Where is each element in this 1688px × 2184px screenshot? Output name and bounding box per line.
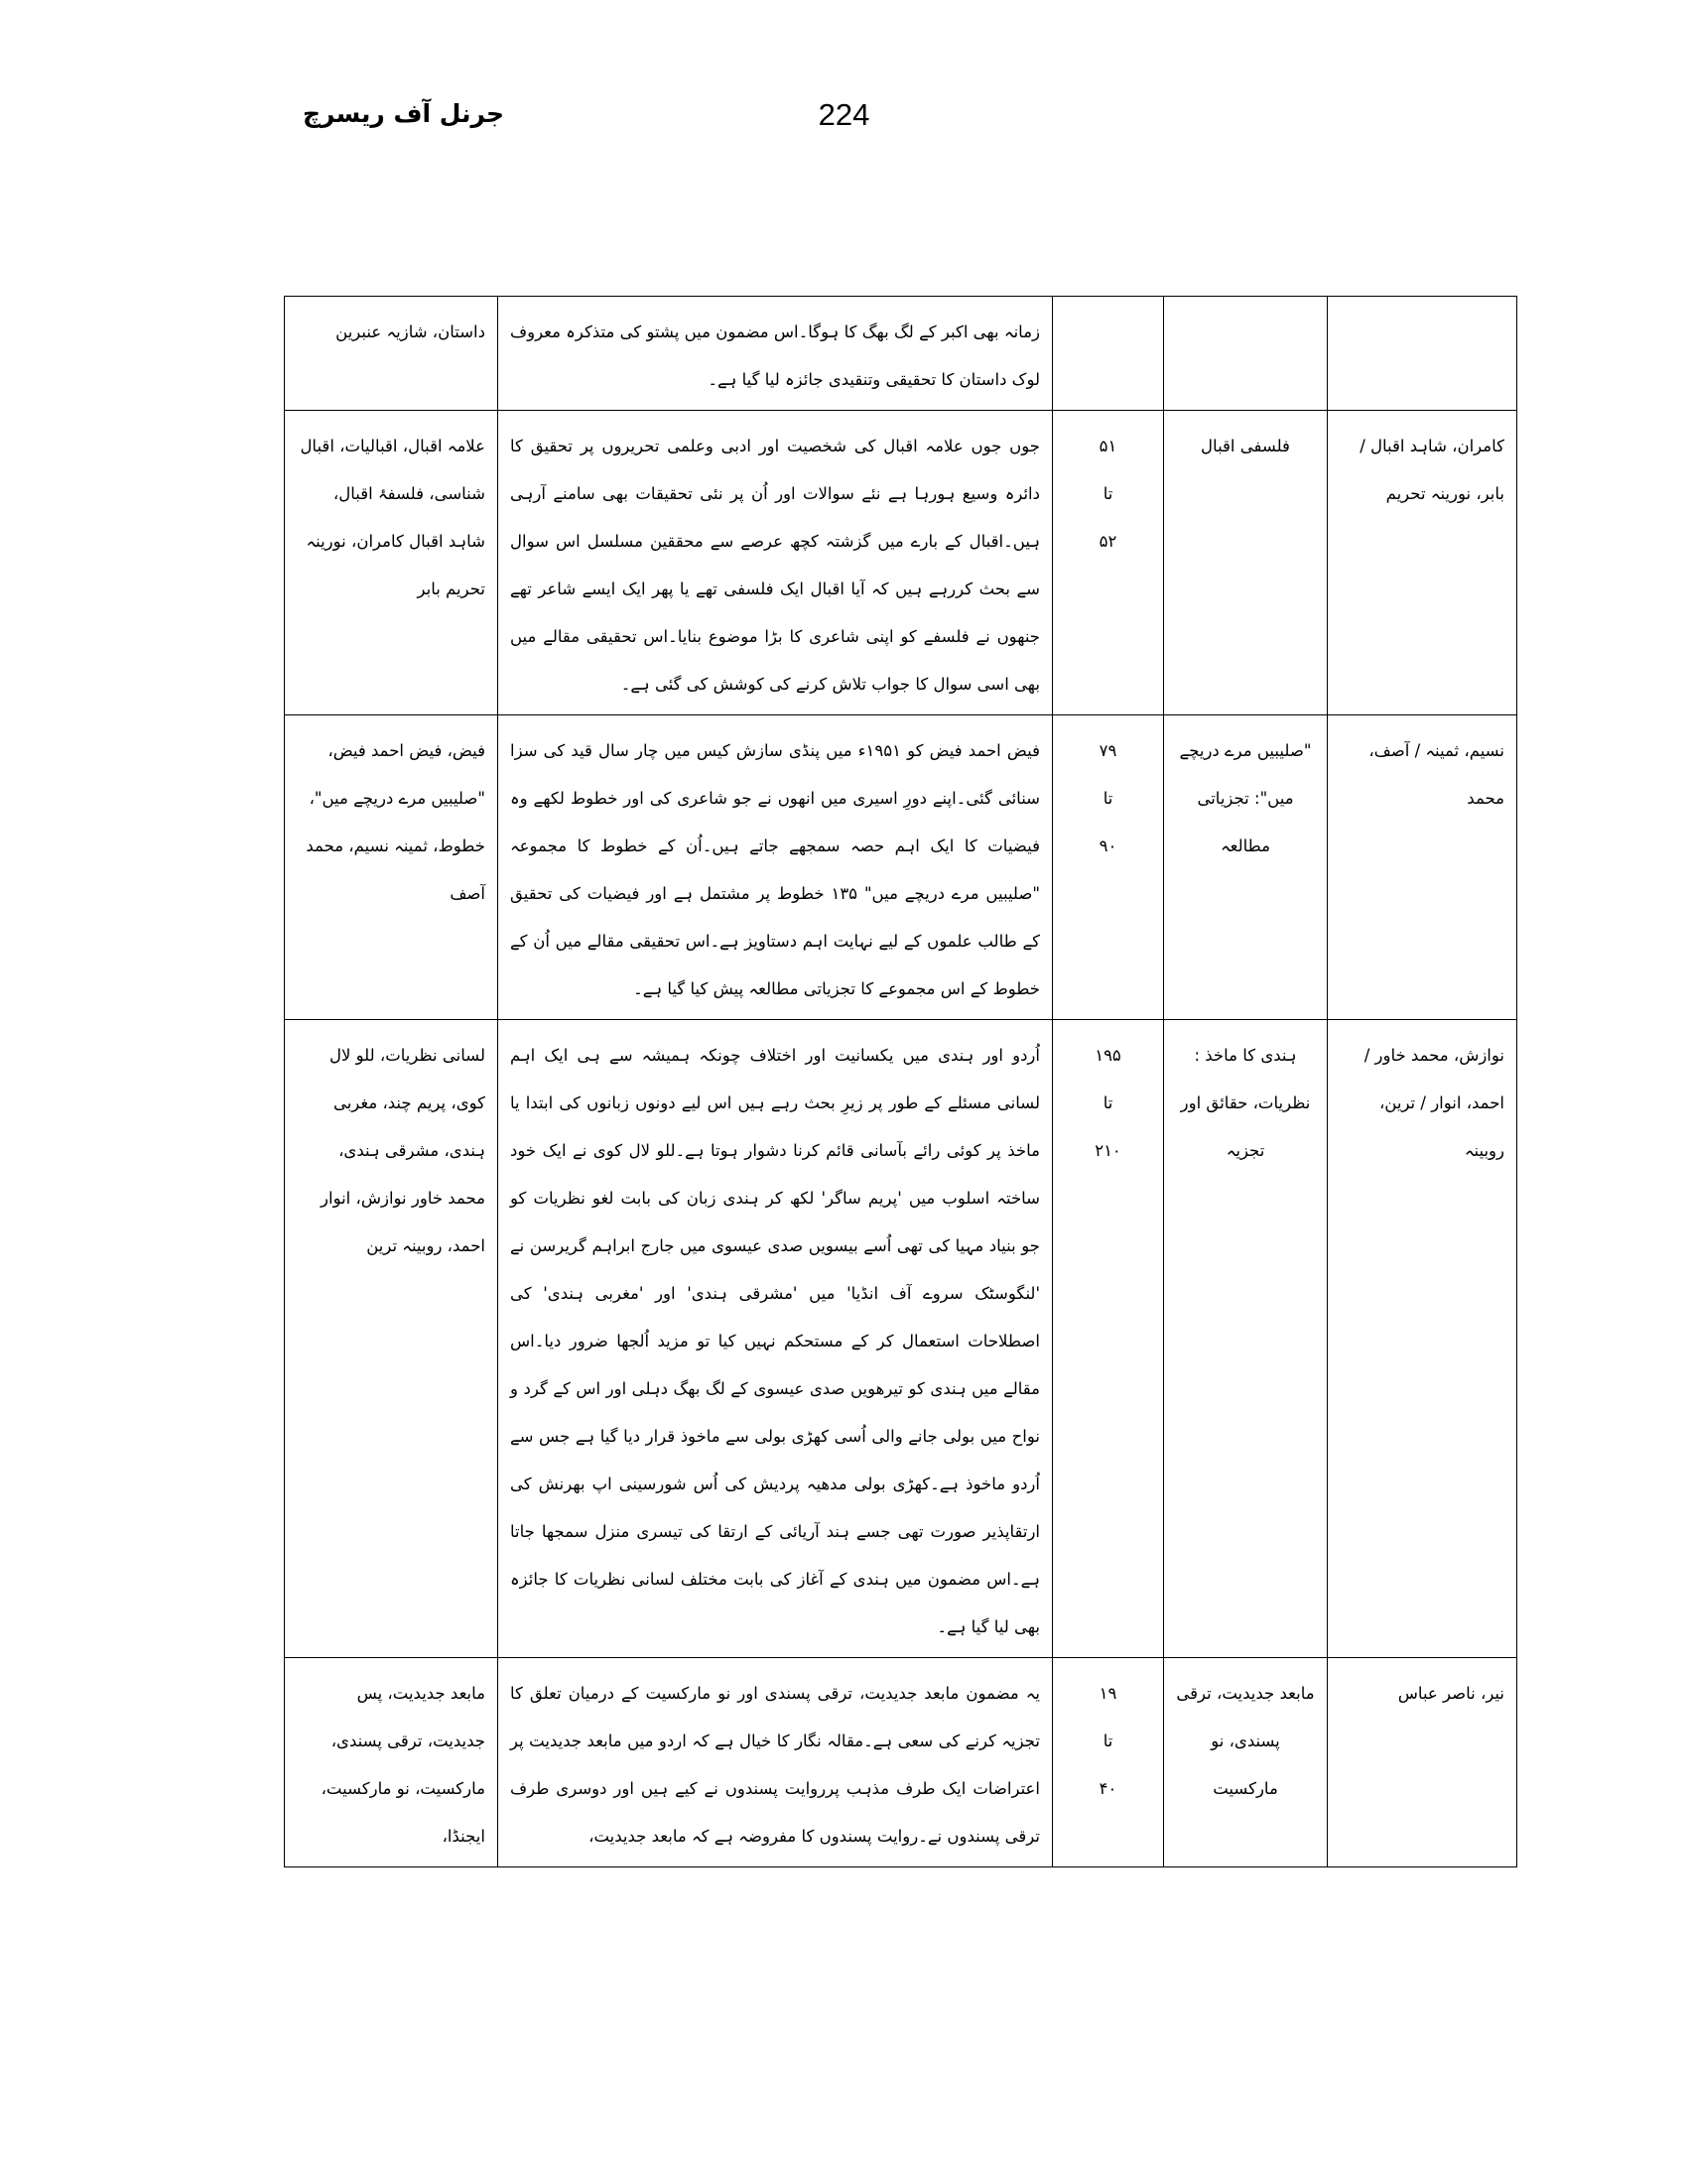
abstract-cell: جوں جوں علامہ اقبال کی شخصیت اور ادبی وعلمی تحریروں پر تحقیق کا دائرہ وسیع ہورہا ہے نئے سوالات اور اُن پر نئی تحقیقات بھی سامنے آرہی ہیں۔اقبال کے بارے میں گزشتہ کچھ عرصے سے محققین مسلسل اس سوال سے بحث کررہے ہیں کہ آیا اقبال ایک فلسفی تھے یا پھر ایک ایسے شاعر تھے جنھوں نے فلسفے کو اپنی شاعری کا بڑا موضوع بنایا۔اس تحقیقی مقالے میں بھی اسی سوال کا جواب تلاش کرنے کی کوشش کی گئی ہے۔ (498, 411, 1053, 715)
authors-cell (1328, 297, 1517, 411)
title-cell (1164, 297, 1328, 411)
pages-cell (1053, 297, 1164, 411)
table-row (285, 715, 1517, 1020)
page-number: 224 (818, 97, 870, 132)
abstract-cell: یہ مضمون مابعد جدیدیت، ترقی پسندی اور نو مارکسیت کے درمیان تعلق کا تجزیہ کرنے کی سعی ہے۔مقالہ نگار کا خیال ہے کہ اردو میں مابعد جدیدیت پر اعتراضات ایک طرف مذہب پرروایت پسندوں نے کیے ہیں اور دوسری طرف ترقی پسندوں نے۔روایت پسندوں کا مفروضہ ہے کہ مابعد جدیدیت، (498, 1658, 1053, 1867)
table-row (285, 1658, 1517, 1867)
page-from: ۷۹ (1099, 741, 1117, 760)
authors-cell: نوازش، محمد خاور / احمد، انوار / ترین، روبینہ (1328, 1020, 1517, 1658)
pages-cell (1053, 1020, 1164, 1658)
abstract-cell: اُردو اور ہندی میں یکسانیت اور اختلاف چونکہ ہمیشہ سے ہی ایک اہم لسانی مسئلے کے طور پر زیرِ بحث رہے ہیں اس لیے دونوں زبانوں کی ابتدا یا ماخذ پر کوئی رائے بآسانی قائم کرنا دشوار ہوتا ہے۔للو لال کوی نے ایک خود ساختہ اسلوب میں 'پریم ساگر' لکھ کر ہندی زبان کی بابت لغو نظریات کو جو بنیاد مہیا کی تھی اُسے بیسویں صدی عیسوی میں جارج ابراہم گریرسن نے 'لنگوسٹک سروے آف انڈیا' میں 'مشرقی ہندی' اور 'مغربی ہندی' کی اصطلاحات استعمال کر کے مستحکم نہیں کیا تو مزید اُلجھا ضرور دیا۔اس مقالے میں ہندی کو تیرھویں صدی عیسوی کے لگ بھگ دہلی اور اس کے گرد و نواح میں بولی جانے والی اُسی کھڑی بولی سے ماخوذ قرار دیا گیا ہے جس سے اُردو ماخوذ ہے۔کھڑی بولی مدھیہ پردیش کی اُس شورسینی اپ بھرنش کی ارتقاپذیر صورت تھی جسے ہند آریائی کے ارتقا کی تیسری منزل سمجھا جاتا ہے۔اس مضمون میں ہندی کے آغاز کی بابت مختلف لسانی نظریات کا جائزہ بھی لیا گیا ہے۔ (498, 1020, 1053, 1658)
title-cell: مابعد جدیدیت، ترقی پسندی، نو مارکسیت (1164, 1658, 1328, 1867)
pages-cell (1053, 411, 1164, 715)
page-from: ۱۹ (1099, 1684, 1117, 1703)
pages-cell (1053, 715, 1164, 1020)
keywords-cell: داستان، شازیہ عنبرین (285, 297, 498, 411)
table-row (285, 1020, 1517, 1658)
page-to-word: تا (1103, 1732, 1113, 1750)
authors-cell: نیر، ناصر عباس (1328, 1658, 1517, 1867)
keywords-cell: فیض، فیض احمد فیض، "صلیبیں مرے دریچے میں"، خطوط، ثمینہ نسیم، محمد آصف (285, 715, 498, 1020)
index-table (284, 296, 1517, 1867)
title-cell: ہندی کا ماخذ : نظریات، حقائق اور تجزیہ (1164, 1020, 1328, 1658)
page-to: ۲۱۰ (1095, 1141, 1121, 1160)
table-row (285, 411, 1517, 715)
page-to: ۹۰ (1099, 836, 1117, 855)
title-cell: "صلیبیں مرے دریچے میں": تجزیاتی مطالعہ (1164, 715, 1328, 1020)
page-from: ۵۱ (1099, 437, 1117, 455)
title-cell: فلسفی اقبال (1164, 411, 1328, 715)
journal-title: جرنل آف ریسرچ (303, 99, 505, 128)
table-row (285, 297, 1517, 411)
keywords-cell: علامہ اقبال، اقبالیات، اقبال شناسی، فلسفۂ اقبال، شاہد اقبال کامران، نورینہ تحریم بابر (285, 411, 498, 715)
page-to-word: تا (1103, 789, 1113, 808)
page-to: ۴۰ (1099, 1779, 1117, 1798)
authors-cell: نسیم، ثمینہ / آصف، محمد (1328, 715, 1517, 1020)
page-to-word: تا (1103, 484, 1113, 503)
pages-cell (1053, 1658, 1164, 1867)
abstract-cell: زمانہ بھی اکبر کے لگ بھگ کا ہوگا۔اس مضمون میں پشتو کی متذکرہ معروف لوک داستان کا تحقیقی وتنقیدی جائزہ لیا گیا ہے۔ (498, 297, 1053, 411)
page-to: ۵۲ (1099, 532, 1117, 551)
authors-cell: کامران، شاہد اقبال /بابر، نورینہ تحریم (1328, 411, 1517, 715)
keywords-cell: لسانی نظریات، للو لال کوی، پریم چند، مغربی ہندی، مشرقی ہندی، محمد خاور نوازش، انوار احمد، روبینہ ترین (285, 1020, 498, 1658)
page-to-word: تا (1103, 1093, 1113, 1112)
page-from: ۱۹۵ (1095, 1046, 1121, 1065)
abstract-cell: فیض احمد فیض کو ۱۹۵۱ء میں پنڈی سازش کیس میں چار سال قید کی سزا سنائی گئی۔اپنے دورِ اسیری میں انھوں نے جو شاعری کی اور خطوط لکھے وہ فیضیات کا ایک اہم حصہ سمجھے جاتے ہیں۔اُن کے خطوط کا مجموعہ "صلیبیں مرے دریچے میں" ۱۳۵ خطوط پر مشتمل ہے اور فیضیات کی تحقیق کے طالب علموں کے لیے نہایت اہم دستاویز ہے۔اس تحقیقی مقالے میں اُن کے خطوط کے اس مجموعے کا تجزیاتی مطالعہ پیش کیا گیا ہے۔ (498, 715, 1053, 1020)
keywords-cell: مابعد جدیدیت، پس جدیدیت، ترقی پسندی، مارکسیت، نو مارکسیت، ایجنڈا، (285, 1658, 498, 1867)
